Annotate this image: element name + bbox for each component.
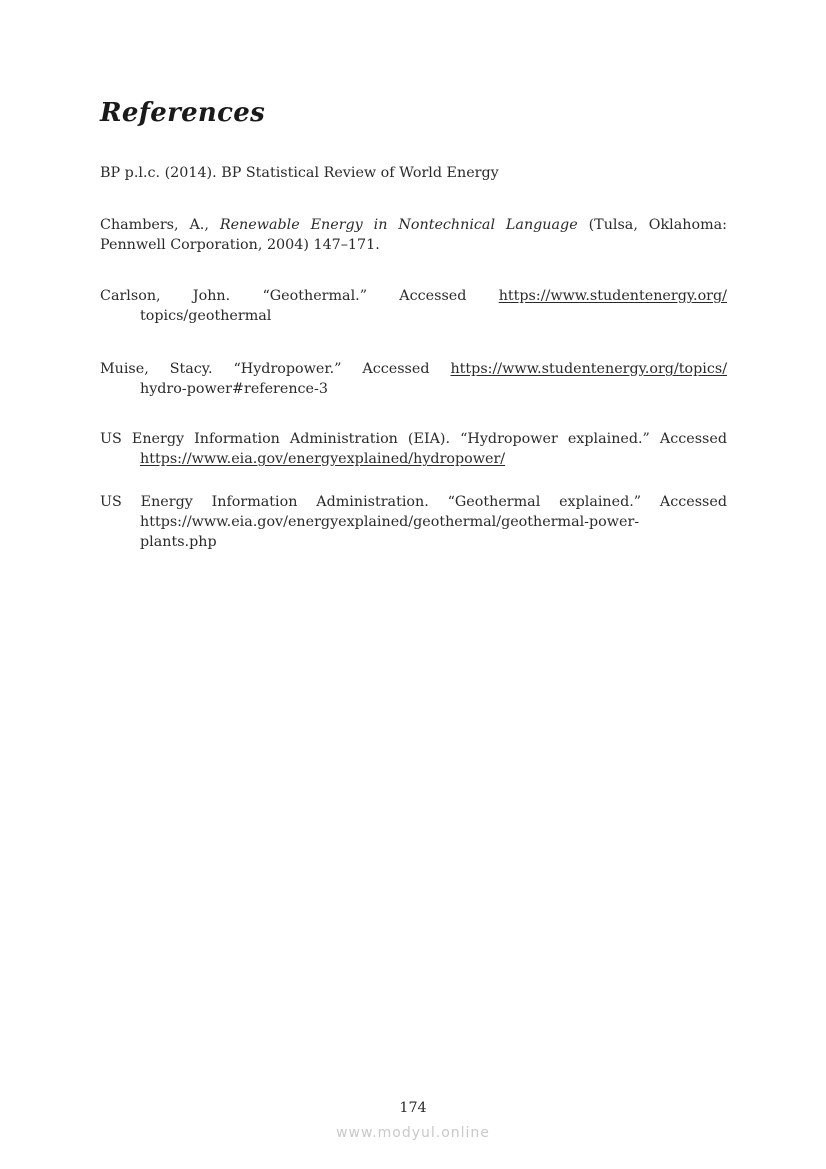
reference-text: BP p.l.c. (2014). BP Statistical Review of World Energy [100,165,499,181]
reference-link[interactable]: https://www.studentenergy.org/ [498,288,727,304]
reference-link-continuation: topics/geothermal [140,308,272,324]
reference-text: US Energy Information Administration (EIA). “Hydropower explained.” Accessed [100,431,727,447]
reference-eia-hydropower [100,429,727,469]
page-heading: References [100,98,266,128]
reference-url-line: https://www.eia.gov/energyexplained/geothermal/geothermal-power- [140,514,640,530]
reference-eia-geothermal [100,492,727,552]
page-number: 174 [399,1100,427,1116]
reference-link[interactable]: https://www.eia.gov/energyexplained/hydropower/ [140,451,506,467]
reference-link-continuation: hydro-power#reference-3 [140,381,328,397]
reference-chambers [100,215,727,255]
reference-bp [100,163,727,183]
reference-text: Muise, Stacy. “Hydropower.” Accessed [100,361,430,377]
watermark: www.modyul.online [336,1125,490,1141]
reference-publisher: (Tulsa, Oklahoma: [577,217,727,233]
reference-continuation: Pennwell Corporation, 2004) 147–171. [100,237,380,253]
reference-link[interactable]: https://www.studentenergy.org/topics/ [450,361,728,377]
reference-carlson [100,286,727,326]
reference-title: Renewable Energy in Nontechnical Language [219,217,578,233]
reference-text: US Energy Information Administration. “Geothermal explained.” Accessed [100,494,727,510]
reference-link-line [100,449,727,469]
reference-author: Chambers, A., [100,217,220,233]
reference-text: Carlson, John. “Geothermal.” Accessed [100,288,467,304]
reference-url-line: plants.php [140,534,217,550]
reference-muise [100,359,727,399]
